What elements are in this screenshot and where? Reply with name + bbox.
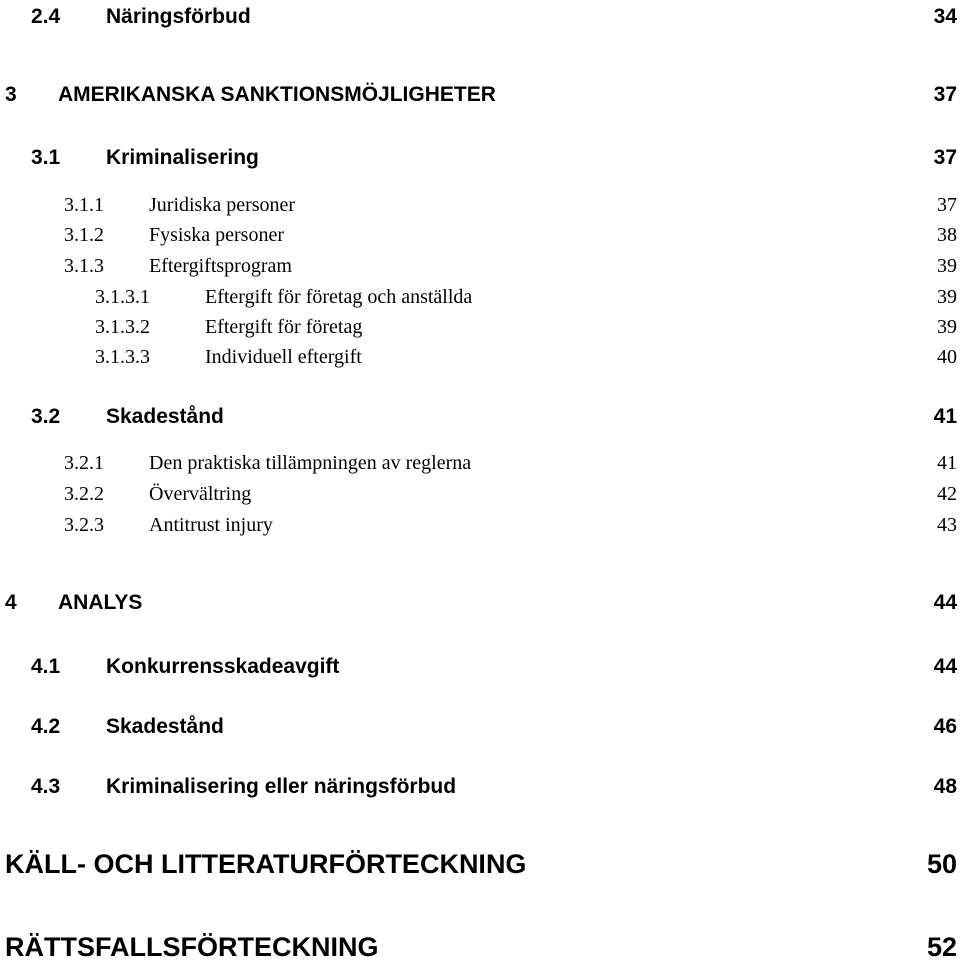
toc-entry-4-1[interactable] xyxy=(0,647,960,677)
toc-entry-page: 40 xyxy=(937,346,957,368)
toc-entry-3-1-1[interactable] xyxy=(0,185,960,215)
toc-entry-3-2-1[interactable] xyxy=(0,443,960,473)
toc-entry-title: Antitrust injury xyxy=(149,514,273,536)
toc-entry-page: 38 xyxy=(937,224,957,246)
toc-entry-page: 43 xyxy=(937,514,957,536)
toc-entry-kall-och-litteraturforteckning[interactable] xyxy=(0,848,960,878)
toc-entry-page: 39 xyxy=(937,255,957,277)
toc-entry-page: 39 xyxy=(937,316,957,338)
toc-entry-number: 3.1.3 xyxy=(64,255,104,277)
toc-entry-number: 3.1.3.1 xyxy=(95,286,150,308)
toc-entry-3-1-3[interactable] xyxy=(0,246,960,276)
toc-entry-rattsfallsforteckning[interactable] xyxy=(0,931,960,961)
toc-entry-title: Konkurrensskadeavgift xyxy=(106,655,340,678)
toc-entry-3[interactable] xyxy=(0,75,960,105)
toc-entry-title: Kriminalisering eller näringsförbud xyxy=(106,775,457,798)
toc-entry-page: 50 xyxy=(926,849,957,879)
toc-entry-3-1-3-1[interactable] xyxy=(0,277,960,307)
toc-entry-page: 39 xyxy=(937,286,957,308)
toc-entry-number: 3.2 xyxy=(31,405,61,428)
toc-entry-title: Kriminalisering xyxy=(106,146,259,169)
toc-entry-title: Fysiska personer xyxy=(149,224,284,246)
toc-entry-number: 3.1.3.3 xyxy=(95,346,150,368)
toc-entry-title: Eftergiftsprogram xyxy=(149,255,292,277)
toc-entry-page: 34 xyxy=(933,5,957,28)
toc-entry-page: 46 xyxy=(933,715,957,738)
toc-entry-3-1-3-3[interactable] xyxy=(0,337,960,367)
toc-entry-number: 3.1.2 xyxy=(64,224,104,246)
toc-entry-title: Näringsförbud xyxy=(106,5,251,28)
toc-entry-4-3[interactable] xyxy=(0,767,960,797)
toc-entry-title: Skadestånd xyxy=(106,405,224,428)
toc-entry-page: 41 xyxy=(933,405,957,428)
toc-entry-number: 3.2.1 xyxy=(64,452,104,474)
toc-entry-page: 37 xyxy=(933,146,957,169)
toc-entry-number: 3.1 xyxy=(31,146,61,169)
toc-entry-2-4[interactable] xyxy=(0,0,960,27)
toc-entry-number: 2.4 xyxy=(31,5,61,28)
toc-entry-number: 3.2.2 xyxy=(64,483,104,505)
toc-entry-number: 4.3 xyxy=(31,775,61,798)
toc-entry-number: 4.1 xyxy=(31,655,61,678)
toc-entry-number: 4.2 xyxy=(31,715,61,738)
toc-entry-title: Juridiska personer xyxy=(149,194,296,216)
toc-entry-number: 3.1.1 xyxy=(64,194,104,216)
toc-entry-3-1-2[interactable] xyxy=(0,215,960,245)
toc-entry-title: Den praktiska tillämpningen av reglerna xyxy=(149,452,472,474)
toc-entry-page: 41 xyxy=(937,452,957,474)
toc-entry-3-1[interactable] xyxy=(0,138,960,168)
toc-entry-page: 48 xyxy=(933,775,957,798)
toc-entry-3-2-3[interactable] xyxy=(0,505,960,535)
toc-entry-title: AMERIKANSKA SANKTIONSMÖJLIGHETER xyxy=(58,83,496,106)
toc-entry-page: 52 xyxy=(926,932,957,962)
toc-entry-title: Skadestånd xyxy=(106,715,224,738)
toc-entry-page: 37 xyxy=(933,83,957,106)
toc-entry-number: 3 xyxy=(5,83,17,106)
toc-entry-3-2-2[interactable] xyxy=(0,474,960,504)
toc-entry-4[interactable] xyxy=(0,583,960,613)
toc-entry-page: 42 xyxy=(937,483,957,505)
toc-entry-title: Övervältring xyxy=(149,483,252,505)
toc-entry-number: 4 xyxy=(5,591,17,614)
toc-entry-title: ANALYS xyxy=(58,591,143,614)
toc-entry-number: 3.1.3.2 xyxy=(95,316,150,338)
toc-entry-number: 3.2.3 xyxy=(64,514,104,536)
toc-entry-page: 44 xyxy=(933,655,957,678)
toc-entry-title: Eftergift för företag xyxy=(205,316,363,338)
toc-entry-page: 44 xyxy=(933,591,957,614)
toc-entry-title: RÄTTSFALLSFÖRTECKNING xyxy=(5,932,379,962)
toc-entry-4-2[interactable] xyxy=(0,707,960,737)
toc-entry-title: Individuell eftergift xyxy=(205,346,362,368)
toc-entry-title: KÄLL- OCH LITTERATURFÖRTECKNING xyxy=(5,849,527,879)
toc-entry-title: Eftergift för företag och anställda xyxy=(205,286,473,308)
toc-entry-page: 37 xyxy=(937,194,957,216)
toc-entry-3-1-3-2[interactable] xyxy=(0,307,960,337)
toc-entry-3-2[interactable] xyxy=(0,397,960,427)
